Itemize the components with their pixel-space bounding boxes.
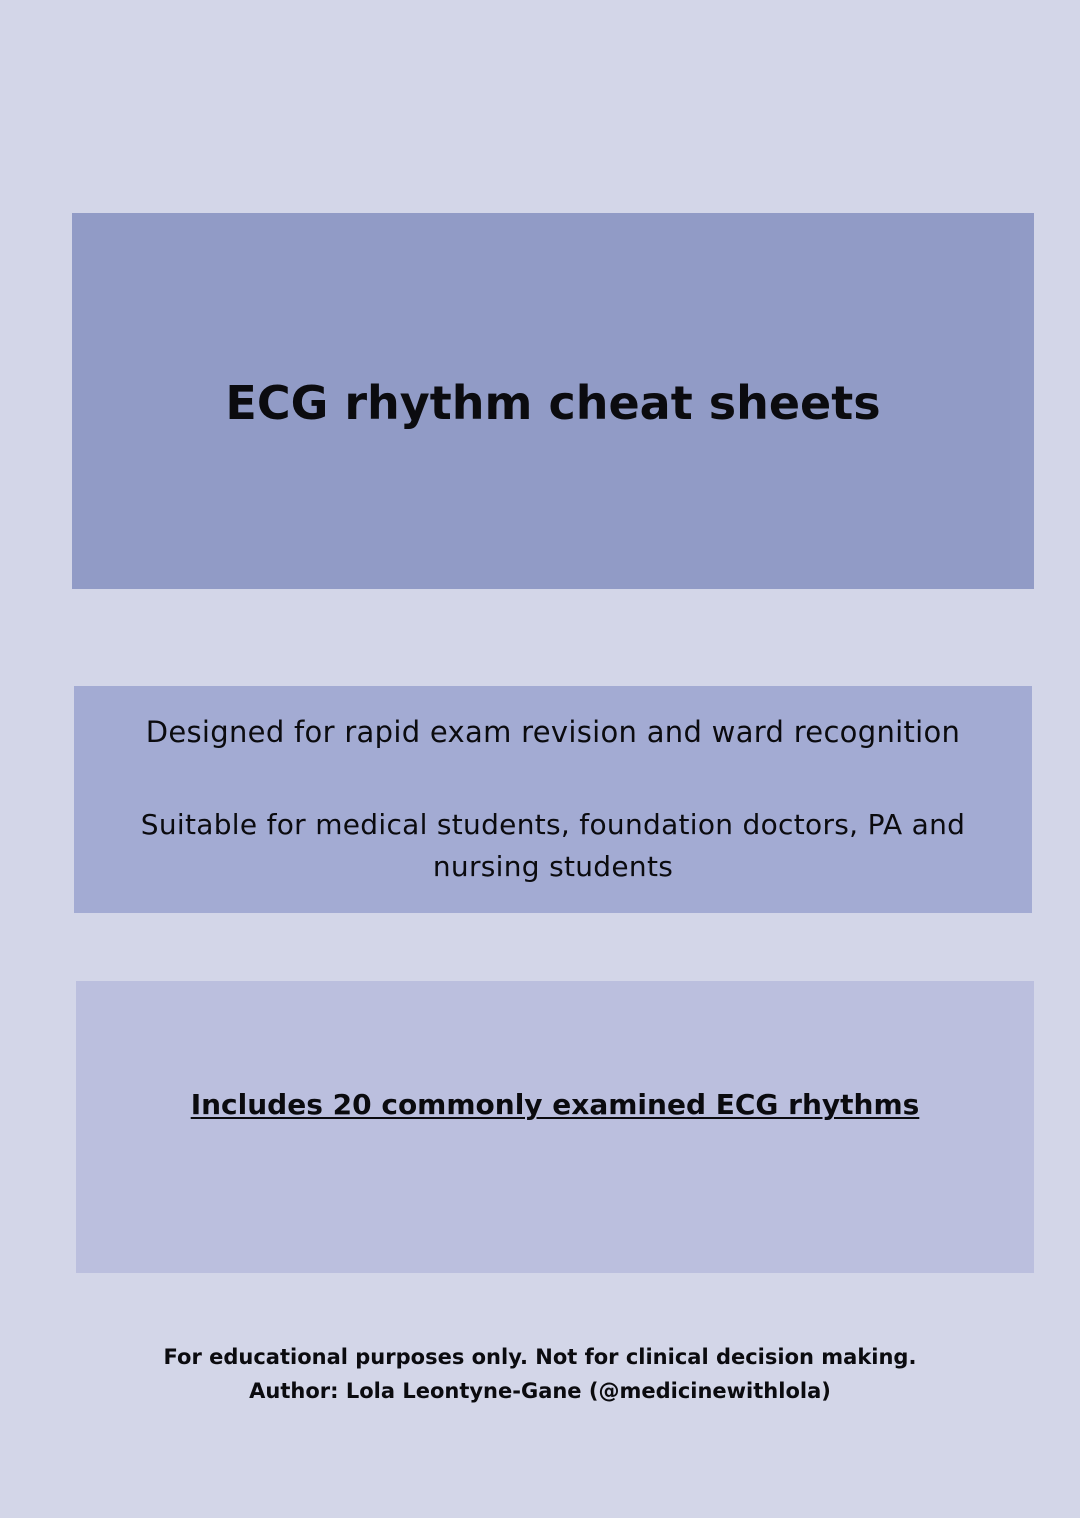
author-text: Author: Lola Leontyne-Gane (@medicinewithlola) (249, 1379, 831, 1403)
page-title: ECG rhythm cheat sheets (225, 376, 881, 430)
includes-text: Includes 20 commonly examined ECG rhythms (190, 1088, 920, 1121)
footer (40, 1340, 1040, 1408)
info-audience-text: Suitable for medical students, foundation doctors, PA and nursing students (140, 808, 966, 883)
title-panel (72, 213, 1034, 589)
includes-panel (76, 981, 1034, 1273)
disclaimer-text: For educational purposes only. Not for clinical decision making. (163, 1345, 917, 1369)
info-design-text: Designed for rapid exam revision and ward recognition (145, 715, 961, 749)
info-panel (74, 686, 1032, 913)
